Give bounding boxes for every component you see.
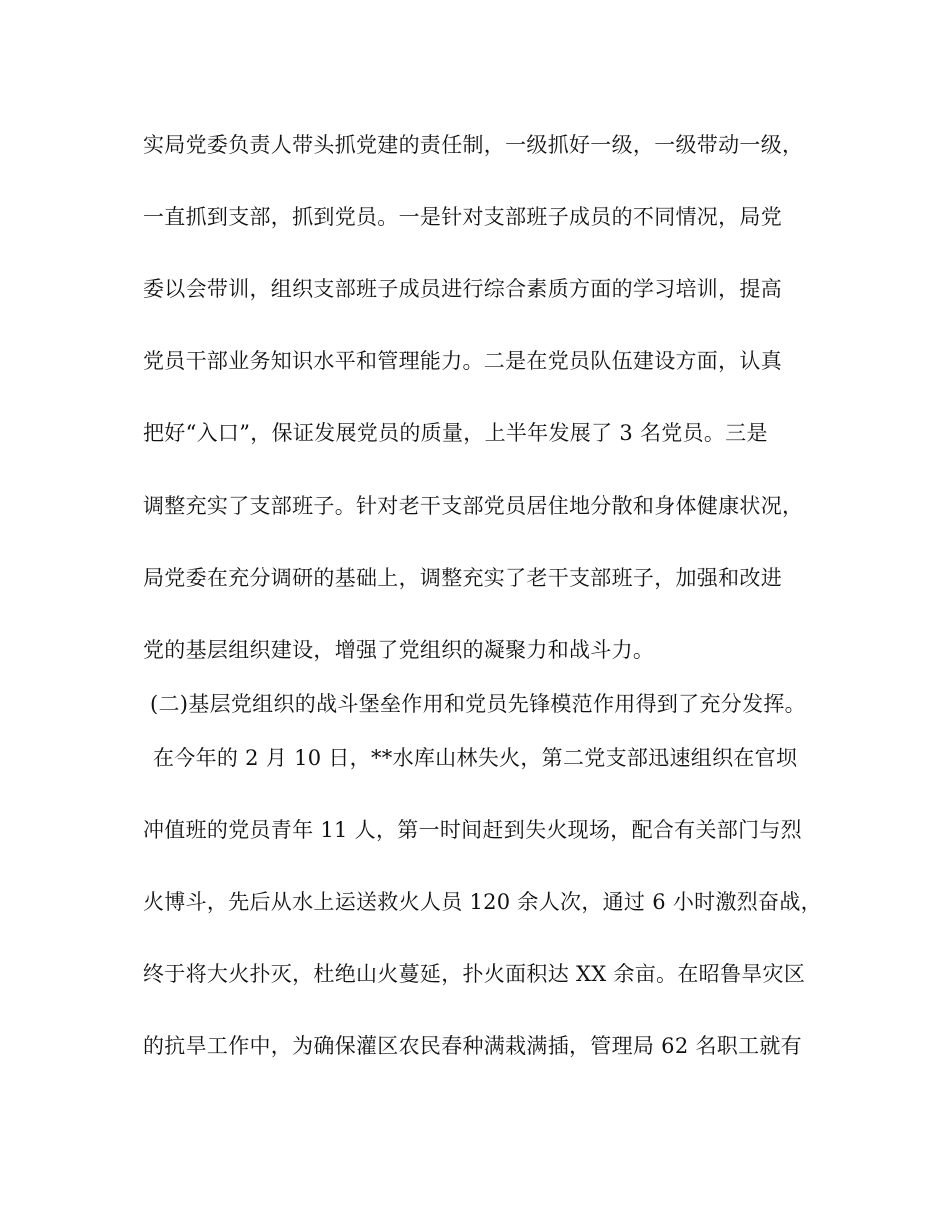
text-line-4: 党员干部业务知识水平和管理能力。二是在党员队伍建设方面，认真 — [143, 349, 782, 373]
text-line-14: 的抗旱工作中，为确保灌区农民春种满栽满插，管理局 62 名职工就有 — [143, 1034, 802, 1058]
text-line-13: 终于将大火扑灭，杜绝山火蔓延，扑火面积达 XX 余亩。在昭鲁旱灾区 — [143, 962, 806, 986]
text-line-7: 局党委在充分调研的基础上，调整充实了老干支部班子，加强和改进 — [143, 566, 782, 590]
text-line-8: 党的基层组织建设，增强了党组织的凝聚力和战斗力。 — [143, 638, 655, 662]
text-line-6: 调整充实了支部班子。针对老干支部党员居住地分散和身体健康状况， — [143, 494, 804, 518]
text-line-10: 在今年的 2 月 10 日，**水库山林失火，第二党支部迅速组织在官坝 — [153, 746, 798, 770]
text-line-2: 一直抓到支部，抓到党员。一是针对支部班子成员的不同情况，局党 — [143, 205, 782, 229]
text-line-3: 委以会带训，组织支部班子成员进行综合素质方面的学习培训，提高 — [143, 277, 782, 301]
section-heading: (二)基层党组织的战斗堡垒作用和党员先锋模范作用得到了充分发挥。 — [150, 692, 806, 716]
text-line-11: 冲值班的党员青年 11 人，第一时间赶到失火现场，配合有关部门与烈 — [143, 818, 802, 842]
text-line-1: 实局党委负责人带头抓党建的责任制，一级抓好一级，一级带动一级， — [143, 133, 804, 157]
text-line-12: 火博斗，先后从水上运送救火人员 120 余人次，通过 6 小时激烈奋战， — [143, 890, 822, 914]
text-line-5: 把好“入口”，保证发展党员的质量，上半年发展了 3 名党员。三是 — [143, 421, 768, 445]
